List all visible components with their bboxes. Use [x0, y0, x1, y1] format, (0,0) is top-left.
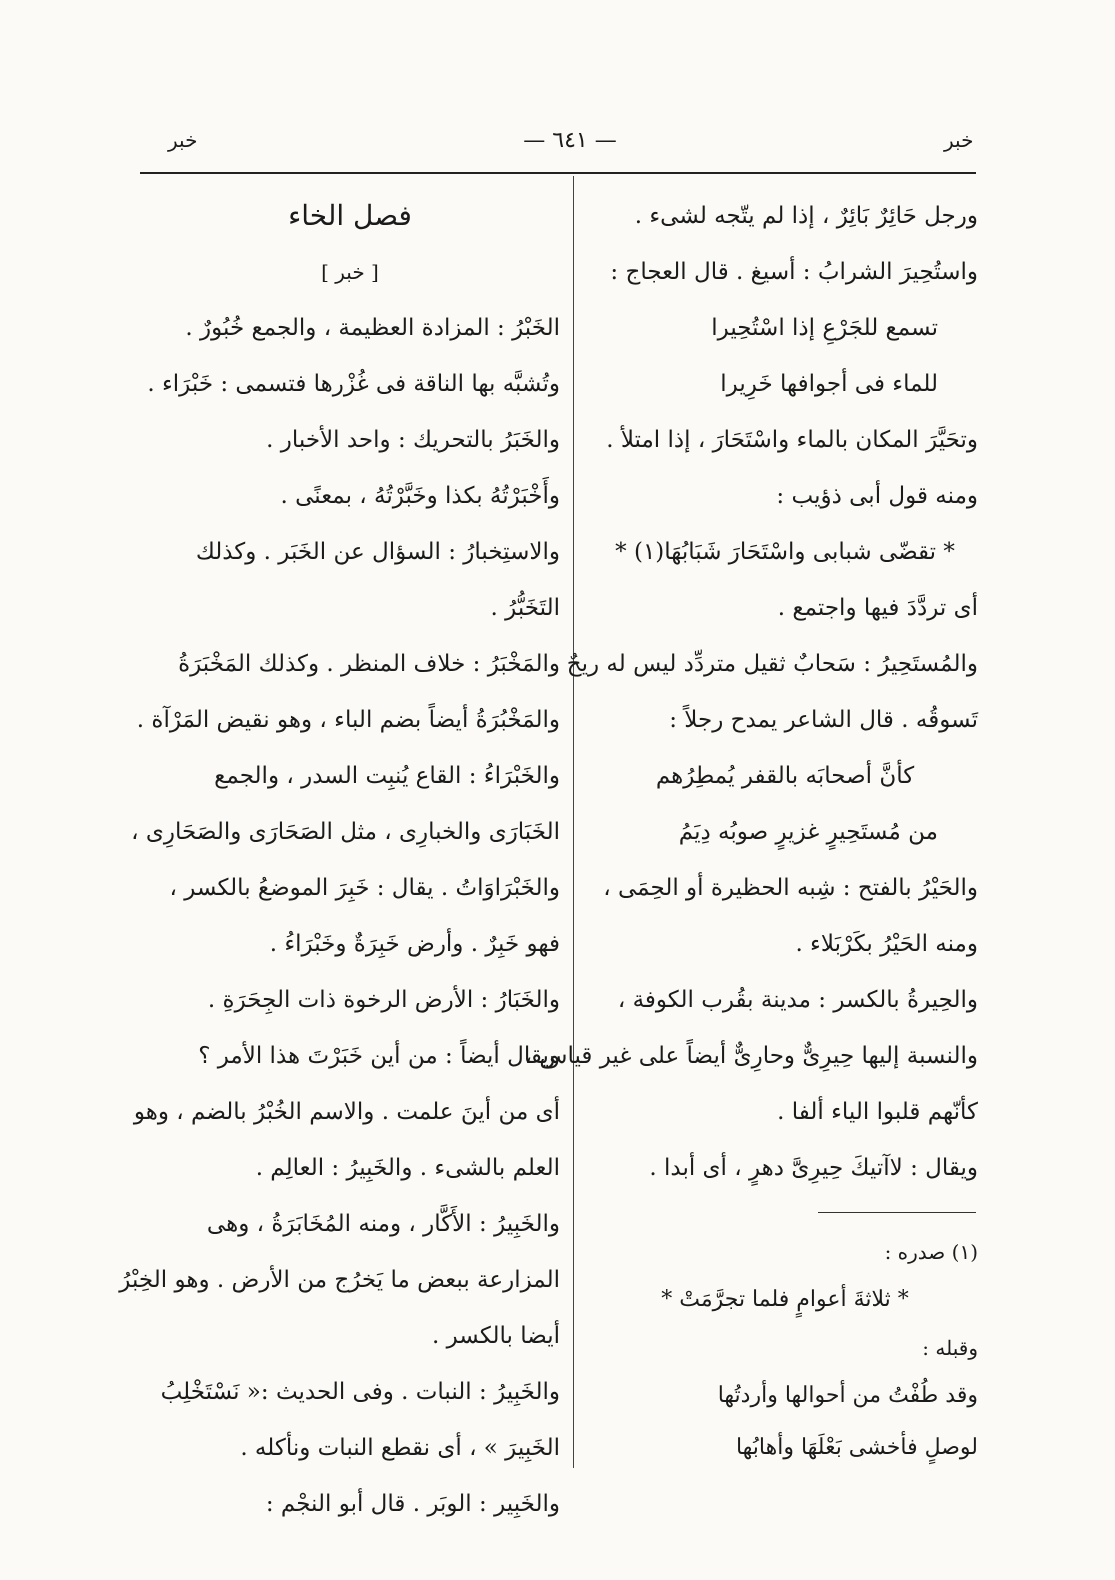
- text-line: العلم بالشىء . والخَبِيرُ : العالِم .: [255, 1155, 560, 1181]
- text-line: ويقال : لاآتيكَ حِيرِىَّ دهرٍ ، أى أبدا .: [649, 1155, 978, 1181]
- text-line: والنسبة إليها حِيرِىٌّ وحارِىٌّ أيضاً على غير قياس ،: [524, 1043, 978, 1069]
- text-line: والحَيْرُ بالفتح : شِبه الحظيرة أو الحِمَى ،: [603, 875, 978, 901]
- text-line: والخَبِيرُ : النبات . وفى الحديث :« نَسْتَخْلِبُ: [160, 1379, 560, 1405]
- text-line: ومنه قول أبى ذؤيب :: [776, 483, 978, 509]
- text-line: والخَبَرُ بالتحريك : واحد الأخبار .: [266, 427, 560, 453]
- text-line: واستُحِيرَ الشرابُ : أسيغ . قال العجاج :: [610, 259, 978, 285]
- text-line: وتحَيَّرَ المكان بالماء واسْتَحَارَ ، إذا امتلأ .: [606, 427, 978, 453]
- footnote: [592, 1230, 978, 1474]
- verse-line: * تقضّى شبابى واسْتَحَارَ شَبَابُهَا(١) *: [615, 539, 955, 565]
- verse-line: تسمع للجَرْعِ إذا اسْتُحِيرا: [711, 315, 938, 341]
- text-line: ويقال أيضاً : من أين خَبَرْتَ هذا الأمر ؟: [198, 1043, 560, 1069]
- text-line: والخَبْرَاءُ : القاع يُنبِت السدر ، والجمع: [214, 763, 560, 789]
- text-line: أى من أينَ علمت . والاسم الخُبْرُ بالضم ، وهو: [133, 1099, 560, 1125]
- text-line: والحِيرةُ بالكسر : مدينة بقُرب الكوفة ،: [617, 987, 978, 1013]
- text-line: المزارعة ببعض ما يَخرُج من الأرض . وهو الخِبْرُ: [119, 1267, 560, 1293]
- text-line: ومنه الحَيْرُ بكَرْبَلاء .: [795, 931, 978, 957]
- footnote-line: (١) صدره :: [884, 1240, 978, 1264]
- header-left-word: خبر: [168, 128, 198, 152]
- text-line: وتُشبَّه بها الناقة فى غُزْرها فتسمى : خَبْرَاء .: [147, 371, 560, 397]
- text-line: والخَبِير : الوبَر . قال أبو النجْم :: [265, 1491, 560, 1517]
- text-line: أى تردَّدَ فيها واجتمع .: [777, 595, 978, 621]
- text-line: والخَبِيرُ : الأَكَّار ، ومنه المُخَابَرَةُ ، وهى: [206, 1211, 560, 1237]
- text-line: الخَبْرُ : المزادة العظيمة ، والجمع خُبُورٌ .: [185, 315, 560, 341]
- footnote-rule: [818, 1212, 976, 1213]
- footnote-verse: * ثلاثةَ أعوامٍ فلما تجرَّمَتْ *: [661, 1287, 909, 1312]
- left-column: [119, 188, 560, 1532]
- footnote-line: وقبله :: [922, 1336, 978, 1360]
- text-line: والخَبْرَاوَاتُ . يقال : خَبِرَ الموضعُ بالكسر ،: [169, 875, 560, 901]
- footnote-verse: لوصلٍ فأخشى بَعْلَهَا وأهابُها: [735, 1435, 978, 1460]
- header-right-word: خبر: [944, 128, 974, 152]
- text-line: الخَبَارَى والخبارِى ، مثل الصَحَارَى والصَحَارِى ،: [131, 819, 560, 845]
- verse-line: كأنَّ أصحابَه بالقفر يُمطِرُهم: [655, 763, 915, 789]
- text-line: والاستِخبارُ : السؤال عن الخَبَر . وكذلك: [195, 539, 560, 565]
- text-line: أيضا بالكسر .: [431, 1323, 560, 1349]
- page-number: — ٦٤١ —: [523, 128, 617, 153]
- text-line: والمَخْبَرُ : خلاف المنظر . وكذلك المَخْبَرَةُ: [178, 651, 560, 677]
- text-line: كأنّهم قلبوا الياء ألفا .: [777, 1099, 978, 1125]
- column-divider: [573, 176, 574, 1468]
- text-line: والمَخْبُرَةُ أيضاً بضم الباء ، وهو نقيض المَرْآة .: [136, 707, 560, 733]
- text-line: وأَخْبَرْتُهُ بكذا وخَبَّرْتُهُ ، بمعنًى .: [280, 483, 560, 509]
- text-line: والخَبَارُ : الأرض الرخوة ذات الجِحَرَةِ .: [207, 987, 560, 1013]
- text-line: ورجل حَائِرٌ بَائِرٌ ، إذا لم يتّجه لشىء .: [634, 203, 978, 229]
- verse-line: للماء فى أجوافها خَرِيرا: [720, 371, 938, 397]
- text-line: تَسوقُه . قال الشاعر يمدح رجلاً :: [669, 707, 978, 733]
- text-line: فهو خَبِرٌ . وأرض خَبِرَةٌ وخَبْرَاءُ .: [269, 931, 560, 957]
- text-line: والمُستَحِيرُ : سَحابٌ ثقيل متردِّد ليس له ريحٌ: [566, 651, 978, 677]
- section-title: فصل الخاء: [288, 199, 412, 232]
- footnote-verse: وقد طُفْتُ من أحوالها وأردتُها: [717, 1383, 978, 1408]
- verse-line: من مُستَحِيرٍ غزيرٍ صوبُه دِيَمُ: [678, 819, 938, 845]
- text-line: الخَبِيرَ » ، أى نقطع النبات ونأكله .: [240, 1435, 560, 1461]
- header-rule: [140, 172, 976, 174]
- root-heading: [ خبر ]: [321, 260, 379, 284]
- text-line: التَخَبُّرُ .: [490, 595, 560, 621]
